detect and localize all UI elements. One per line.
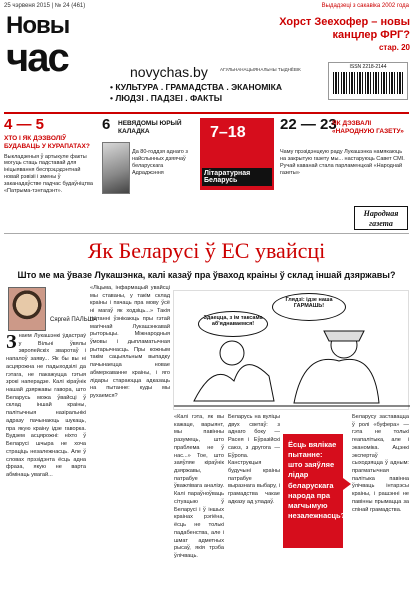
- logo-chas: час: [6, 36, 68, 80]
- logo-novy: Новы: [6, 12, 70, 39]
- masthead: [0, 0, 413, 108]
- article-text: Беларусь на вуліцы двух светаў: з аднаго боку — Расея і Еўразійскі саюз, з другога — Еўропа. Канструкцыя будучыні краіны патрабуе выразнага выбару, і грамадства чакае адказу ад уладаў.: [228, 414, 280, 505]
- article-text: «Ліцьма, інфармацый увайсці мы ставаны, у такім склад краіны і пачаць пра мову ўсё ні магаў як ходзіць...» Такія пытанні ўзнікаюць пры гэтай магічнай Лукашэнкавай рыторыцы. Міжнародныя ўмовы і дыпламатычная рытарычнасць. Пры кожным такім сацыяльным выпадку пачынаецца новае абмеркаванне краіны, і яго лідары стараюцца адказаць на пытанне: куды мы рухаемся?: [90, 285, 170, 400]
- teaser-text: Да 80-годдзя аднаго з найслынных дзяячаў беларускага Адраджэння: [132, 149, 188, 176]
- issn-box: [328, 62, 408, 100]
- speech-bubble-2: Здаецца, з ім таксама аб'яднаваемся!: [198, 311, 268, 337]
- portrait-kaladka-image: [102, 142, 130, 194]
- subscription-note: Выдадзеці з сакавіка 2002 года: [321, 3, 409, 9]
- narodnaya-gazeta-logo: Народная газета: [354, 206, 408, 230]
- author-photo: [8, 287, 46, 331]
- site-url[interactable]: novychas.by: [130, 64, 208, 80]
- main-subheadline: Што ме ма ўвазе Лукашэнка, калі казаў пра ўваход краіны ў склад іншай дзяржавы?: [17, 270, 396, 280]
- article-column-3: [174, 414, 224, 585]
- teaser-title: Літаратурная Беларусь: [202, 168, 272, 186]
- rubrics: [110, 82, 282, 103]
- teaser-pages: 22 — 23: [280, 116, 337, 133]
- issue-date: 25 чэрвеня 2015 | № 24 (461): [4, 3, 86, 9]
- article-column-1: [6, 333, 86, 585]
- article-column-4: [228, 414, 280, 585]
- teaser-title: ХТО І ЯК ДЭЗВОЛІЎ БУДАВАЦЬ У КУРАПАТАХ?: [4, 135, 90, 150]
- article-column-2: [90, 285, 170, 585]
- teaser-pages: 6: [102, 116, 111, 133]
- article-text: «Калі гэта, як вы кажаце, варыянт, мы павінны разумець, што праблема не ў нас...» Тое, што заяўляе кіраўнік дзяржавы, патрабуе ўважлівага аналізу. Калі параўноўваць сітуацыю ў Беларусі і ў іншых краінах рэгіёна, ёсць не толькі падабенства, але і шмат адметных рысаў, якія трэба ўлічваць.: [174, 414, 224, 559]
- dropcap: З: [6, 333, 17, 353]
- teaser-text: Выкладзеныя ў артыкуле факты могуць стаць падставай для ініцыявання беспрэцэдэнтнай новай рэвізіі і змены ў заканадаўстве падчас будаўніцтва «Патрыма-тэнтадэнт».: [4, 153, 93, 194]
- teaser-title: ЯК ДЭЗВАЛІ «НАРОДНУЮ ГАЗЕТУ»: [332, 120, 404, 135]
- teaser-strip: [4, 112, 409, 234]
- speech-bubble-1: Глядзі: ідзе наша ГАРМАШЬ!: [272, 293, 346, 321]
- article-column-5: [352, 414, 409, 585]
- slogan: АГУЛЬНАНАЦЫЯНАЛЬНЫ ТЫДНЁВІК: [220, 67, 301, 72]
- main-headline: Як Беларусі ў ЕС увайсці: [87, 238, 326, 263]
- article-text: Беларусу заставацца ў ролі «буфера» — гэта не толькі геапалітыка, але і эканоміка. Ацэнкі экспертаў сыходзяцца ў адным: прагматычная палітыка павінна ўлічваць інтарэсы краіны, і рашэнні не павінны прымацца за спінай грамадства.: [352, 414, 409, 513]
- teaser-kurapaty[interactable]: [4, 116, 96, 234]
- rubric-line-2: • ЛЮДЗІ . ПАДЗЕІ . ФАКТЫ: [110, 92, 223, 103]
- rubric-line-1: • КУЛЬТУРА . ГРАМАДСТВА . ЭКАНОМІКА: [110, 82, 282, 92]
- top-teaser-title: Хорст Зеехофер – новы канцлер ФРГ?: [279, 16, 410, 42]
- top-teaser[interactable]: [252, 16, 410, 52]
- article-text: наем Лукашэнкі ўдастраў у Вільні ўвялы эвропейскіх зваротаў і напалоў заяву... Як бы вы ні асцярожна не падыходзілі да гэтага, не пакажуцца гэтыя зрокі наперадзе. Калі кіраўнік нашай дзяржавы гавора, што Беларусь можа ўвайсці ў склад іншай краіны, палітычныя назіральнікі адразу пачынаюць шукаць, пра якую краіну ідзе гаворка. Будзем асцярожні: ніхто ў Беларусі шчыра не хоча страціць незалежнасць. Але ў словах прэзідэнта ёсць адна фраза, якую не варта абмінаць увагай...: [6, 333, 86, 478]
- cartoon-illustration: [173, 290, 409, 410]
- barcode-icon: [333, 72, 403, 94]
- teaser-pages: 4 — 5: [4, 116, 45, 133]
- top-teaser-page: стар. 20: [378, 43, 410, 53]
- pull-quote: Ёсць вялікае пытанне: што заяўляе лідар беларускага народа пра магчымую незалежнасць?: [283, 434, 343, 548]
- teaser-text: Чаму прэзідэнцкую раду Лукашэнка намякаюць на закрытую газету мы... настаруюць Савет СМІ. Ручай каванай стала парламенцкай «Народнай газеты»: [280, 149, 405, 176]
- issn-number: ISSN 2218-2144: [349, 64, 387, 70]
- teaser-literature[interactable]: [200, 118, 274, 190]
- author-name: Сяргей ПАЛЬША: [50, 317, 98, 323]
- teaser-title: НЕВЯДОМЫ ЮРЫЙ КАЛАДКА: [118, 120, 182, 135]
- pull-quote-arrow-icon: [343, 478, 351, 490]
- teaser-pages: 7–18: [210, 124, 246, 141]
